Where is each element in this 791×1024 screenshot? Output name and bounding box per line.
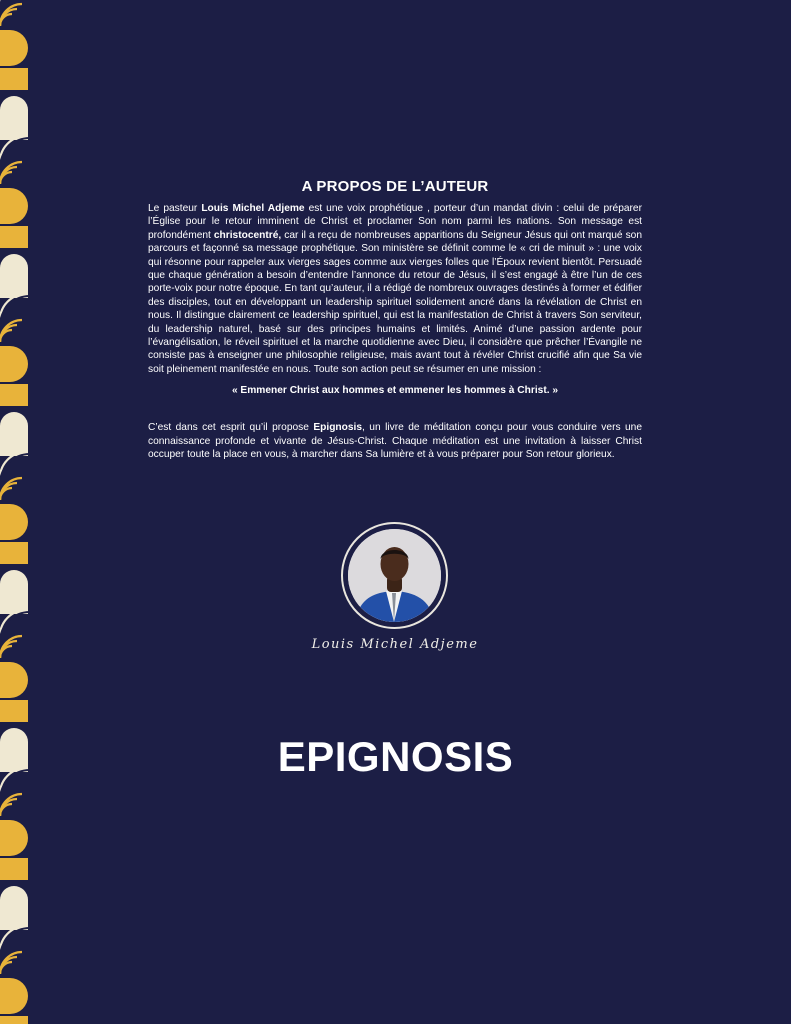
book-name-bold: Epignosis [313, 422, 363, 434]
author-portrait [348, 529, 441, 622]
section-title: A PROPOS DE L’AUTEUR [301, 178, 489, 195]
author-signature: Louis Michel Adjeme [311, 637, 479, 652]
christocentre-bold: christocentré, [213, 229, 282, 241]
bio-text-2: est une voix prophétique , porteur d’un mandat divin : celui de préparer l’Église pour le retour imminent de Christ et proclamer Son nom parmi les nations. Son message est profondément [148, 203, 642, 241]
author-bio-paragraph [148, 202, 642, 376]
decorative-side-pattern [0, 0, 34, 1024]
book-intro-paragraph [148, 421, 642, 461]
book-title: EPIGNOSIS [277, 733, 514, 780]
mission-quote: « Emmener Christ aux hommes et emmener les hommes à Christ. » [231, 385, 559, 397]
intro-text-1: C’est dans cet esprit qu’il propose [148, 422, 314, 434]
author-name-bold: Louis Michel Adjeme [201, 203, 305, 214]
portrait-illustration [348, 529, 441, 622]
intro-text-2: , un livre de méditation conçu pour vous conduire vers une connaissance profonde et vivante de Jésus-Christ. Chaque méditation est une invitation à laisser Christ occuper toute la place en vous, à marcher dans Sa lumière et à vous préparer pour Son retour glorieux. [148, 422, 642, 461]
about-author-section [148, 178, 642, 462]
bio-text-1: Le pasteur [148, 203, 202, 214]
author-portrait-frame [341, 522, 448, 629]
bio-text-3: car il a reçu de nombreuses apparitions du Seigneur Jésus qui ont marqué son parcours et façonné sa message prophétique. Son ministère se définit comme le « cri de minuit » : une voix qui résonne pour rappeler aux vierges sages comme aux vierges folles que l’Époux revient bientôt. Persuadé que chaque génération a besoin d’entendre l’annonce du retour de Jésus, il s’est engagé à être l’un de ces porte-voix pour notre époque. En tant qu’auteur, il a rédigé de nombreux ouvrages destinés à former et édifier des disciples, tout en développant un leadership spirituel solidement ancré dans la révélation de Christ en nous. Il distingue clairement ce leadership spirituel, qui est la manifestation de Christ à travers Son serviteur, du leadership naturel, basé sur des principes humains et limités. Animé d’une passion ardente pour l’évangélisation, le réveil spirituel et la marche quotidienne avec Dieu, il considère que prêcher l’Évangile ne consiste pas à enseigner une philosophie religieuse, mais avant tout à révéler Christ crucifié afin que Sa vie soit pleinement manifestée en nous. Toute son action peut se résumer en une mission : [148, 229, 643, 375]
